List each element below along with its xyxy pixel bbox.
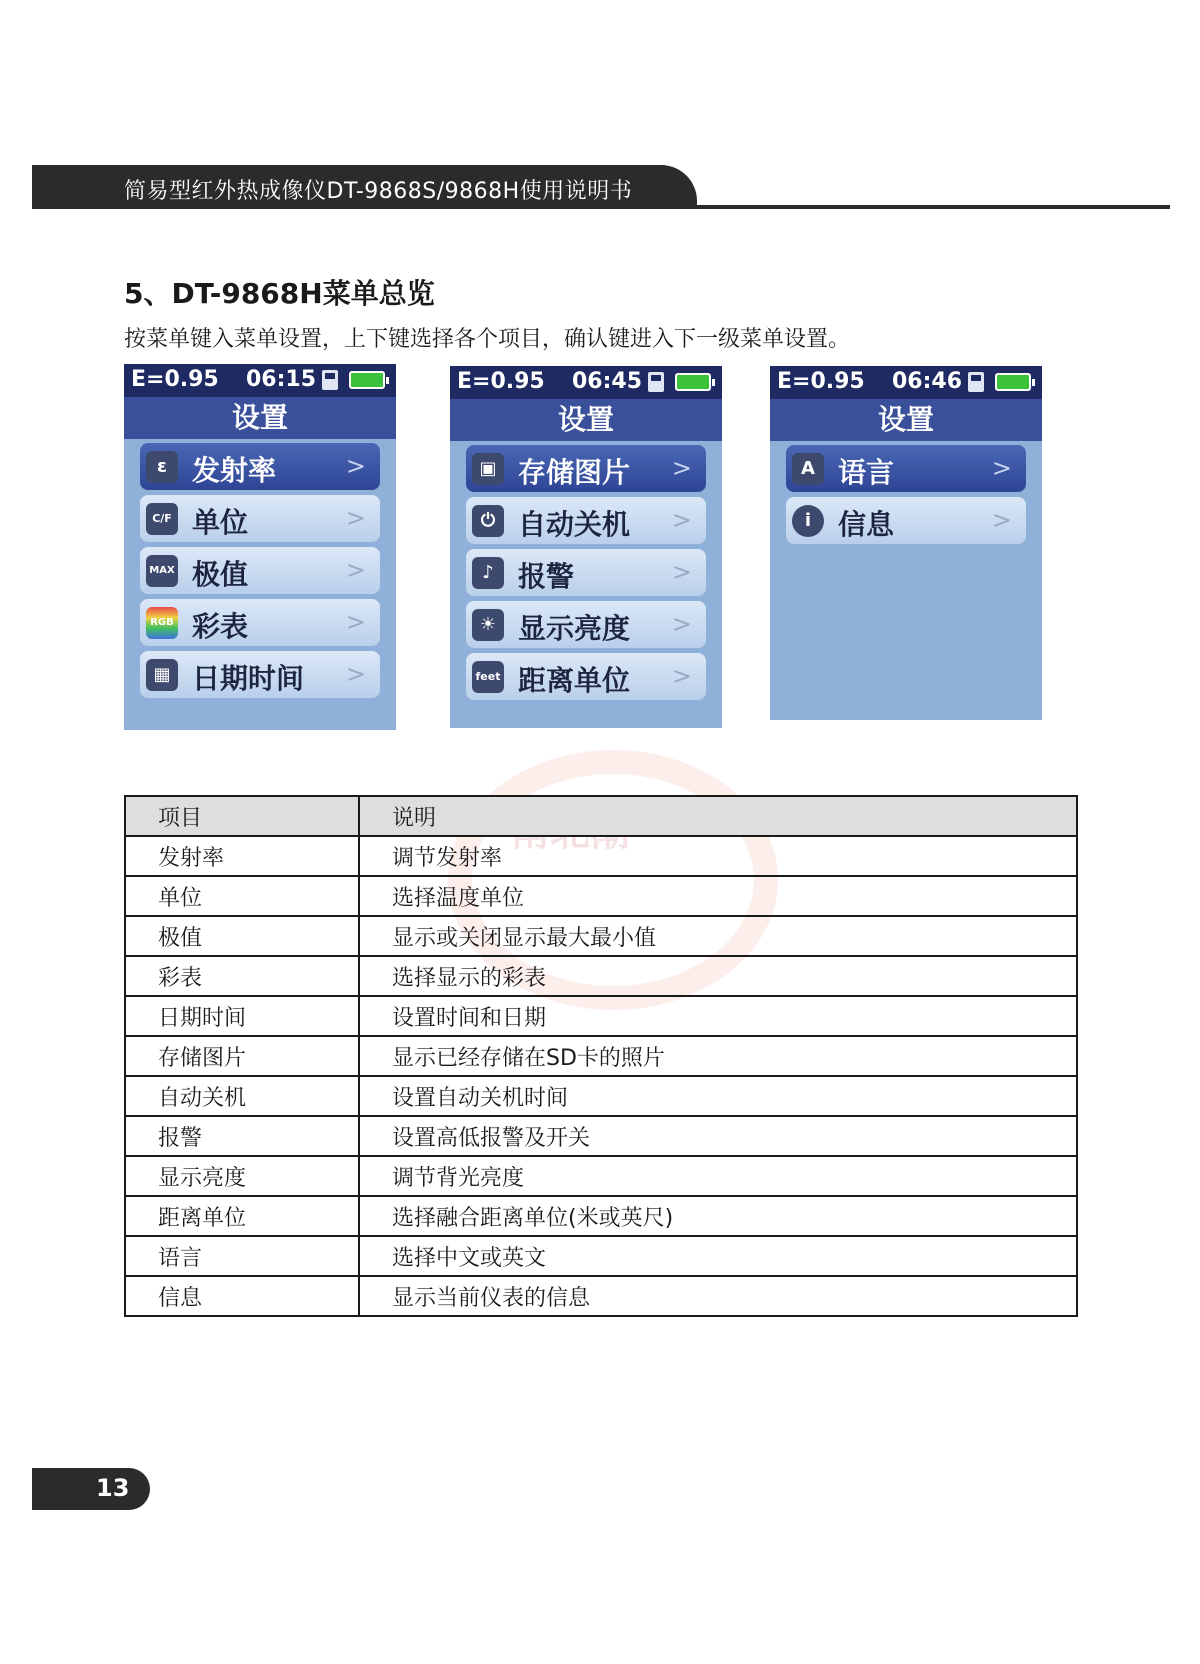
table-row (125, 1076, 1077, 1116)
table-row (125, 1236, 1077, 1276)
header-rule (32, 205, 1170, 209)
battery-icon (675, 373, 711, 391)
menu-item-brightness[interactable] (466, 601, 706, 648)
description-cell: 显示或关闭显示最大最小值 (359, 916, 1077, 956)
menu-item-label: 彩表 (192, 610, 249, 643)
clock-readout: 06:15 (246, 367, 317, 392)
item-cell: 显示亮度 (125, 1156, 359, 1196)
description-cell: 选择融合距离单位(米或英尺) (359, 1196, 1077, 1236)
table-header-row (125, 796, 1077, 836)
table-row (125, 1116, 1077, 1156)
screen-title: 设置 (450, 399, 722, 441)
chevron-right-icon: > (671, 610, 692, 638)
device-screen-1 (124, 364, 396, 730)
chevron-right-icon: > (345, 504, 366, 532)
power-icon: ⏻ (472, 505, 504, 537)
menu-item-label: 存储图片 (518, 456, 631, 489)
max-min-icon: MAX (146, 555, 178, 587)
table-row (125, 836, 1077, 876)
chevron-right-icon: > (345, 608, 366, 636)
description-cell: 设置时间和日期 (359, 996, 1077, 1036)
item-cell: 信息 (125, 1276, 359, 1316)
section-intro: 按菜单键入菜单设置，上下键选择各个项目，确认键进入下一级菜单设置。 (124, 327, 851, 352)
info-icon: i (792, 505, 824, 537)
menu-item-date-time[interactable] (140, 651, 380, 698)
menu-item-emissivity[interactable] (140, 443, 380, 490)
page-number-badge (32, 1468, 150, 1510)
menu-item-label: 极值 (192, 558, 249, 591)
menu-item-label: 单位 (192, 506, 249, 539)
column-header-description: 说明 (359, 796, 1077, 836)
menu-item-palette[interactable] (140, 599, 380, 646)
menu-item-label: 自动关机 (518, 508, 631, 541)
item-cell: 单位 (125, 876, 359, 916)
chevron-right-icon: > (345, 556, 366, 584)
menu-item-label: 语言 (838, 456, 895, 489)
menu-item-language[interactable] (786, 445, 1026, 492)
picture-icon: ▣ (472, 453, 504, 485)
item-cell: 日期时间 (125, 996, 359, 1036)
device-screen-3 (770, 366, 1042, 720)
item-cell: 发射率 (125, 836, 359, 876)
chevron-right-icon: > (345, 660, 366, 688)
table-row (125, 1036, 1077, 1076)
description-cell: 设置高低报警及开关 (359, 1116, 1077, 1156)
description-cell: 显示当前仪表的信息 (359, 1276, 1077, 1316)
chevron-right-icon: > (991, 506, 1012, 534)
menu-item-label: 信息 (838, 508, 895, 541)
table-row (125, 1196, 1077, 1236)
description-cell: 选择中文或英文 (359, 1236, 1077, 1276)
menu-item-distance-unit[interactable] (466, 653, 706, 700)
clock-readout: 06:45 (572, 369, 643, 394)
chevron-right-icon: > (671, 558, 692, 586)
menu-item-stored-pictures[interactable] (466, 445, 706, 492)
menu-item-info[interactable] (786, 497, 1026, 544)
menu-item-label: 距离单位 (518, 664, 631, 697)
menu-description-table (124, 795, 1078, 1317)
menu-item-label: 报警 (518, 560, 575, 593)
table-row (125, 916, 1077, 956)
screen-title: 设置 (124, 397, 396, 439)
sd-card-icon (968, 372, 984, 392)
table-row (125, 1156, 1077, 1196)
distance-feet-icon: feet (472, 661, 504, 693)
item-cell: 自动关机 (125, 1076, 359, 1116)
status-bar (124, 364, 396, 397)
chevron-right-icon: > (671, 454, 692, 482)
menu-item-unit[interactable] (140, 495, 380, 542)
menu-item-label: 显示亮度 (518, 612, 631, 645)
item-cell: 距离单位 (125, 1196, 359, 1236)
table-row (125, 876, 1077, 916)
language-icon: A (792, 453, 824, 485)
table-row (125, 1276, 1077, 1316)
emissivity-readout: E=0.95 (457, 369, 545, 394)
status-bar (450, 366, 722, 399)
palette-rgb-icon: RGB (146, 607, 178, 639)
item-cell: 彩表 (125, 956, 359, 996)
settings-menu (450, 441, 722, 707)
item-cell: 报警 (125, 1116, 359, 1156)
device-screen-2 (450, 366, 722, 728)
emissivity-icon: ε (146, 451, 178, 483)
table-row (125, 956, 1077, 996)
column-header-item: 项目 (125, 796, 359, 836)
item-cell: 存储图片 (125, 1036, 359, 1076)
chevron-right-icon: > (671, 662, 692, 690)
emissivity-readout: E=0.95 (131, 367, 219, 392)
settings-menu (124, 439, 396, 705)
chevron-right-icon: > (345, 452, 366, 480)
description-cell: 显示已经存储在SD卡的照片 (359, 1036, 1077, 1076)
section-title: 5、DT-9868H菜单总览 (124, 277, 435, 310)
brightness-icon: ☀ (472, 609, 504, 641)
description-cell: 设置自动关机时间 (359, 1076, 1077, 1116)
description-cell: 选择显示的彩表 (359, 956, 1077, 996)
description-cell: 选择温度单位 (359, 876, 1077, 916)
chevron-right-icon: > (991, 454, 1012, 482)
item-cell: 语言 (125, 1236, 359, 1276)
menu-item-auto-power-off[interactable] (466, 497, 706, 544)
table-row (125, 996, 1077, 1036)
document-title: 简易型红外热成像仪DT-9868S/9868H使用说明书 (124, 179, 633, 204)
status-bar (770, 366, 1042, 399)
menu-item-alarm[interactable] (466, 549, 706, 596)
menu-item-max-min[interactable] (140, 547, 380, 594)
emissivity-readout: E=0.95 (777, 369, 865, 394)
menu-item-label: 日期时间 (192, 662, 305, 695)
settings-menu (770, 441, 1042, 551)
screen-title: 设置 (770, 399, 1042, 441)
menu-item-label: 发射率 (192, 454, 277, 487)
battery-icon (349, 371, 385, 389)
sd-card-icon (322, 370, 338, 390)
item-cell: 极值 (125, 916, 359, 956)
description-cell: 调节背光亮度 (359, 1156, 1077, 1196)
clock-readout: 06:46 (892, 369, 963, 394)
description-cell: 调节发射率 (359, 836, 1077, 876)
battery-icon (995, 373, 1031, 391)
calendar-icon: ▦ (146, 659, 178, 691)
alarm-bell-icon: ♪ (472, 557, 504, 589)
unit-cf-icon: C/F (146, 503, 178, 535)
sd-card-icon (648, 372, 664, 392)
page-number: 13 (96, 1474, 130, 1502)
chevron-right-icon: > (671, 506, 692, 534)
